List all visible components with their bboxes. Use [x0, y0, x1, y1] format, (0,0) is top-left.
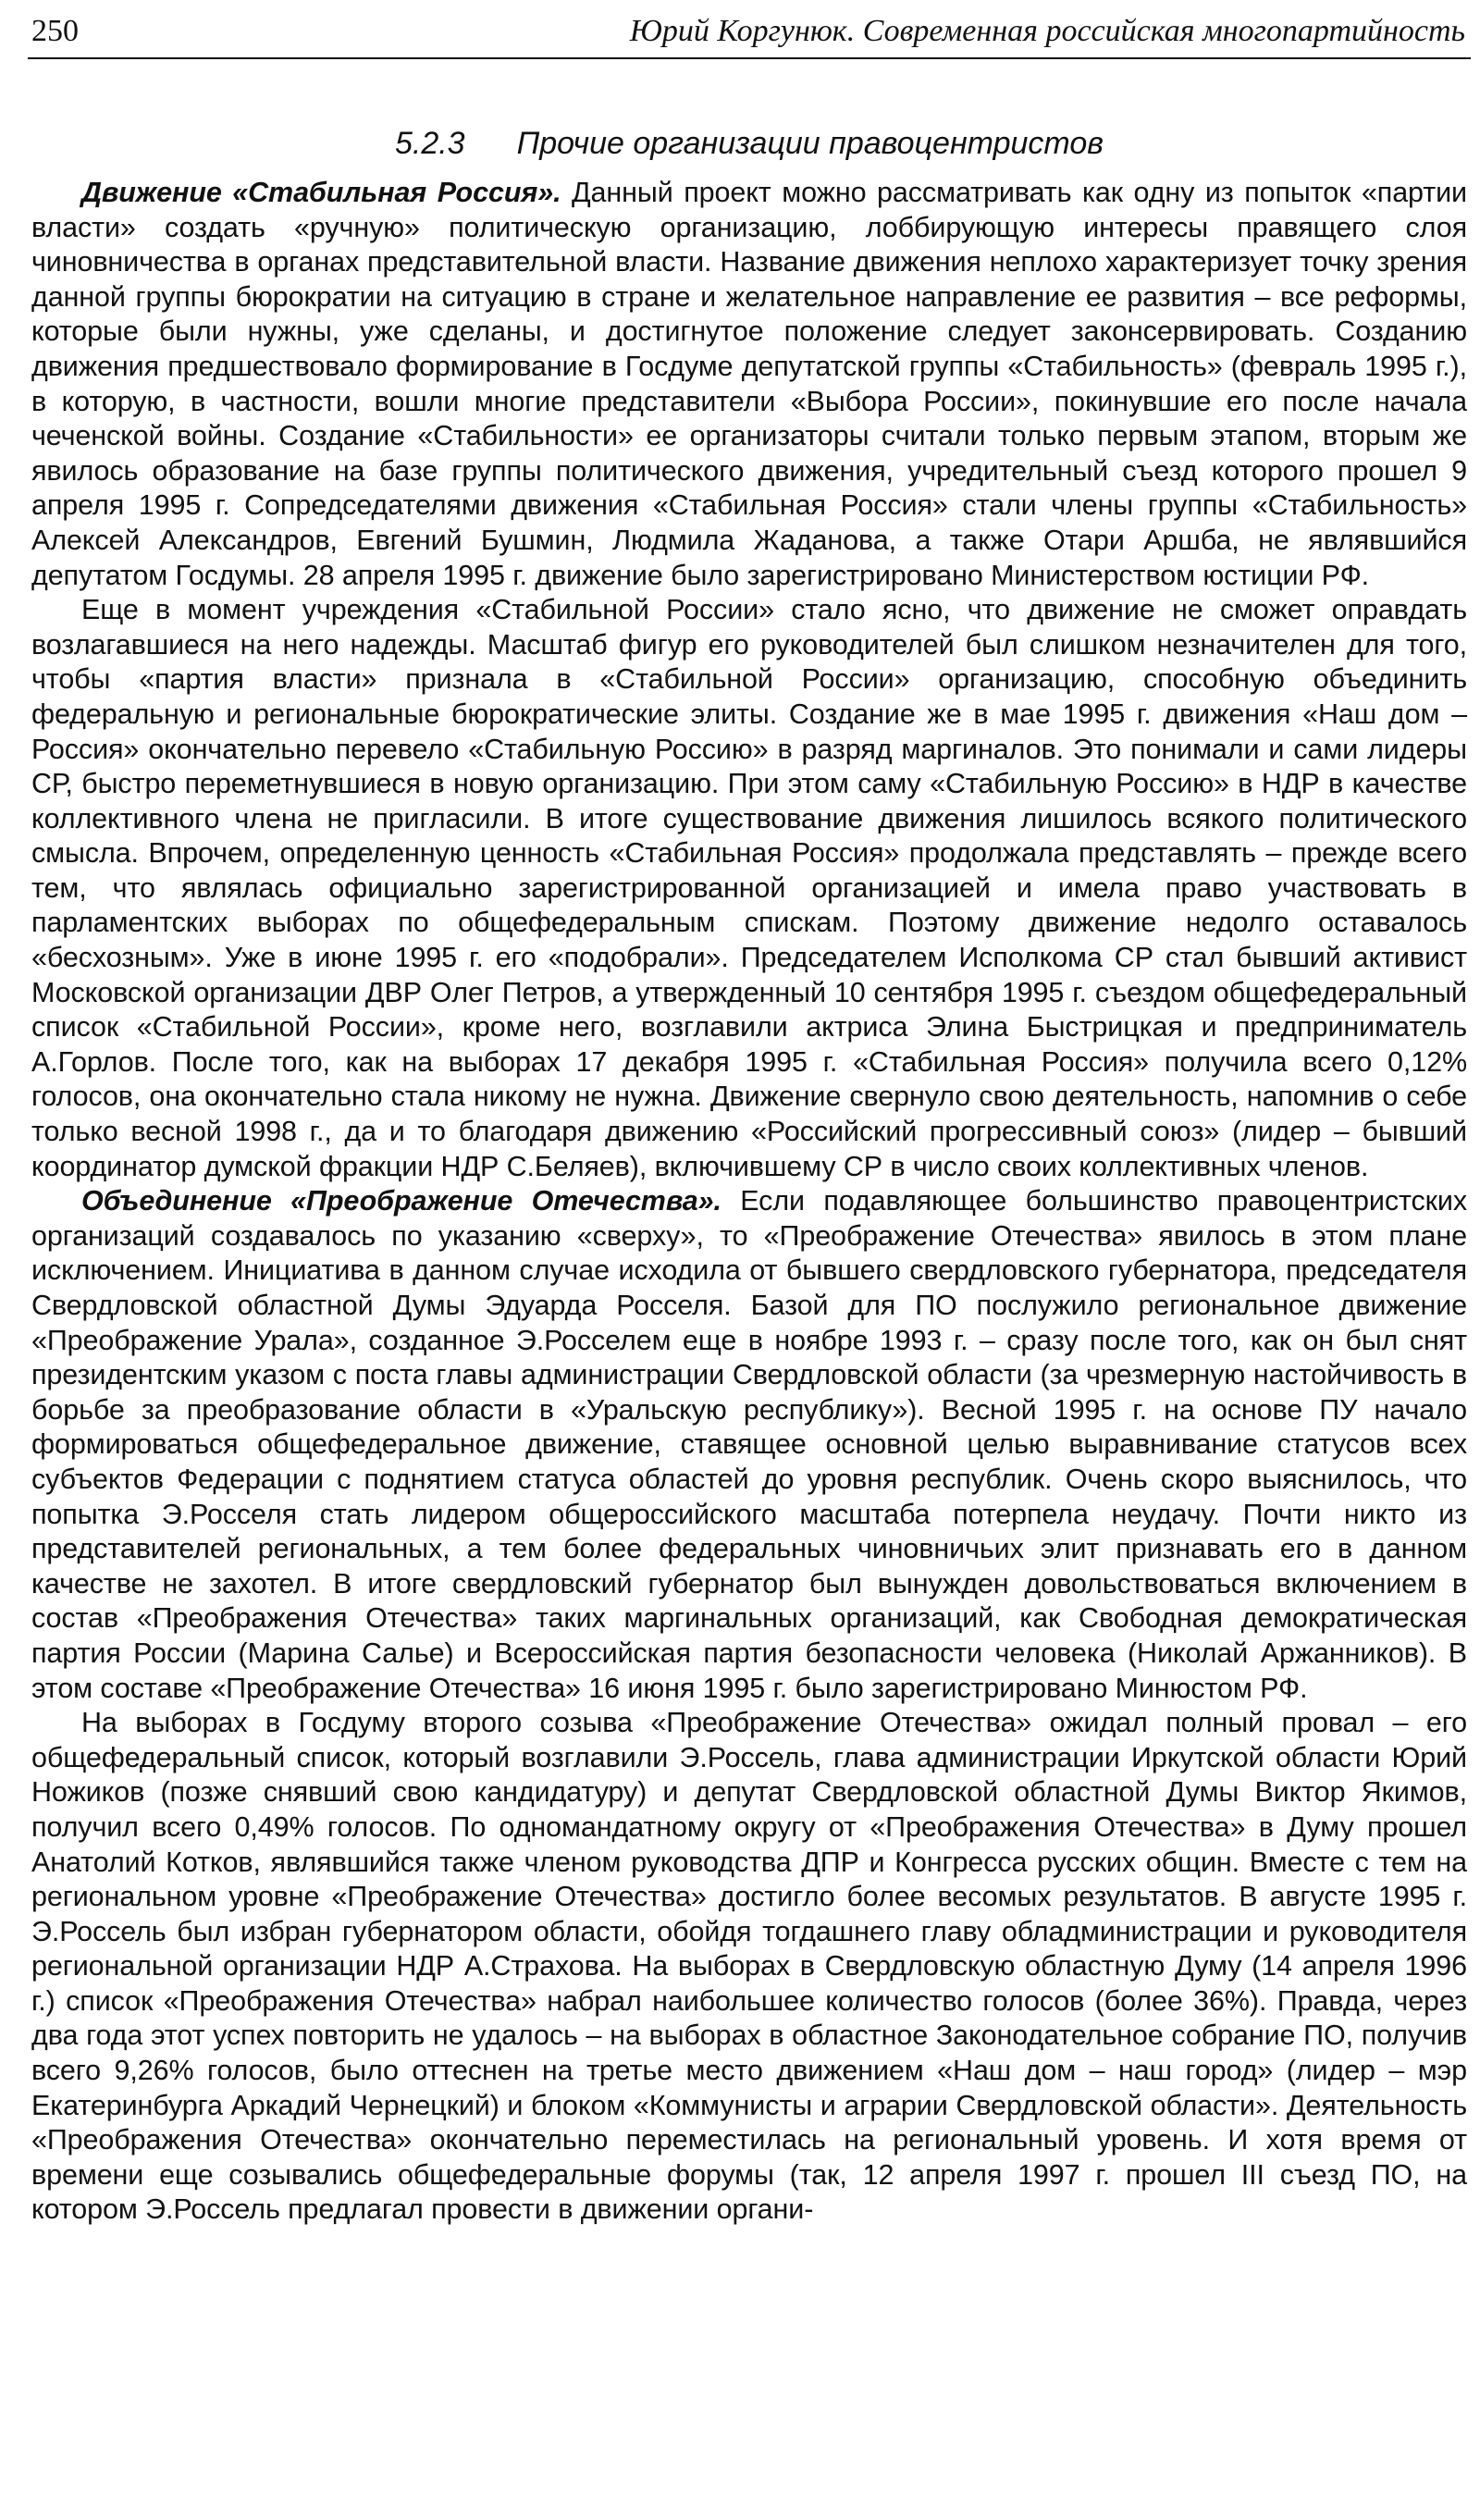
- paragraph: [31, 1184, 1467, 1706]
- running-title: Юрий Коргунюк. Современная российская многопартийность: [629, 14, 1465, 48]
- paragraph-lead: Движение «Стабильная Россия».: [81, 177, 561, 208]
- paragraph-text: На выборах в Госдуму второго созыва «Преображение Отечества» ожидал полный провал – его общефедеральный список, который возглавили Э.Россель, глава администрации Иркутской области Юрий Ножиков (позже снявший свою кандидатуру) и депутат Свердловской областной Думы Виктор Якимов, получил всего 0,49% голосов. По одномандатному округу от «Преображения Отечества» в Думу прошел Анатолий Котков, являвшийся также членом руководства ДПР и Конгресса русских общин. Вместе с тем на региональном уровне «Преображение Отечества» достигло более весомых результатов. В августе 1995 г. Э.Россель был избран губернатором области, обойдя тогдашнего главу обладминистрации и руководителя региональной организации НДР А.Страхова. На выборах в Свердловскую областную Думу (14 апреля 1996 г.) список «Преображения Отечества» набрал наибольшее количество голосов (более 36%). Правда, через два года этот успех повторить не удалось – на выборах в областное Законодательное собрание ПО, получив всего 9,26% голосов, было оттеснен на третье место движением «Наш дом – наш город» (лидер – мэр Екатеринбурга Аркадий Чернецкий) и блоком «Коммунисты и аграрии Свердловской области». Деятельность «Преображения Отечества» окончательно переместилась на региональный уровень. И хотя время от времени еще созывались общефедеральные форумы (так, 12 апреля 1997 г. прошел III съезд ПО, на котором Э.Россель предлагал провести в движении органи-: [31, 1707, 1467, 2226]
- book-page: [28, 0, 1471, 2520]
- paragraph-lead: Объединение «Преображение Отечества».: [81, 1185, 722, 1217]
- paragraph: [31, 1706, 1467, 2228]
- body-text: [31, 176, 1467, 2228]
- paragraph-text: Данный проект можно рассматривать как одну из попыток «партии власти» создать «ручную» политическую организацию, лоббирующую интересы правящего слоя чиновничества в органах представительной власти. Название движения неплохо характеризует точку зрения данной группы бюрократии на ситуацию в стране и желательное направление ее развития – все реформы, которые были нужны, уже сделаны, и достигнутое положение следует законсервировать. Созданию движения предшествовало формирование в Госдуме депутатской группы «Стабильность» (февраль 1995 г.), в которую, в частности, вошли многие представители «Выбора России», покинувшие его после начала чеченской войны. Создание «Стабильности» ее организаторы считали только первым этапом, вторым же явилось образование на базе группы политического движения, учредительный съезд которого прошел 9 апреля 1995 г. Сопредседателями движения «Стабильная Россия» стали члены группы «Стабильность» Алексей Александров, Евгений Бушмин, Людмила Жаданова, а также Отари Аршба, не являвшийся депутатом Госдумы. 28 апреля 1995 г. движение было зарегистрировано Министерством юстиции РФ.: [31, 177, 1467, 591]
- section-title: Прочие организации правоцентристов: [516, 126, 1104, 161]
- paragraph: [31, 176, 1467, 593]
- paragraph-text: Еще в момент учреждения «Стабильной России» стало ясно, что движение не сможет оправдать возлагавшиеся на него надежды. Масштаб фигур его руководителей был слишком незначителен для того, чтобы «партия власти» признала в «Стабильной России» организацию, способную объединить федеральную и региональные бюрократические элиты. Создание же в мае 1995 г. движения «Наш дом – Россия» окончательно перевело «Стабильную Россию» в разряд маргиналов. Это понимали и сами лидеры СР, быстро переметнувшиеся в новую организацию. При этом саму «Стабильную Россию» в НДР в качестве коллективного члена не пригласили. В итоге существование движения лишилось всякого политического смысла. Впрочем, определенную ценность «Стабильная Россия» продолжала представлять – прежде всего тем, что являлась официально зарегистрированной организацией и имела право участвовать в парламентских выборах по общефедеральным спискам. Поэтому движение недолго оставалось «бесхозным». Уже в июне 1995 г. его «подобрали». Председателем Исполкома СР стал бывший активист Московской организации ДВР Олег Петров, а утвержденный 10 сентября 1995 г. съездом общефедеральный список «Стабильной России», кроме него, возглавили актриса Элина Быстрицкая и предприниматель А.Горлов. После того, как на выборах 17 декабря 1995 г. «Стабильная Россия» получила всего 0,12% голосов, она окончательно стала никому не нужна. Движение свернуло свою деятельность, напомнив о себе только весной 1998 г., да и то благодаря движению «Российский прогрессивный союз» (лидер – бывший координатор думской фракции НДР С.Беляев), включившему СР в число своих коллективных членов.: [31, 594, 1467, 1182]
- paragraph-text: Если подавляющее большинство правоцентристских организаций создавалось по указанию «сверху», то «Преображение Отечества» явилось в этом плане исключением. Инициатива в данном случае исходила от бывшего свердловского губернатора, председателя Свердловской областной Думы Эдуарда Росселя. Базой для ПО послужило региональное движение «Преображение Урала», созданное Э.Росселем еще в ноябре 1993 г. – сразу после того, как он был снят президентским указом с поста главы администрации Свердловской области (за чрезмерную настойчивость в борьбе за преобразование области в «Уральскую республику»). Весной 1995 г. на основе ПУ начало формироваться общефедеральное движение, ставящее основной целью выравнивание статусов всех субъектов Федерации с поднятием статуса областей до уровня республик. Очень скоро выяснилось, что попытка Э.Росселя стать лидером общероссийского масштаба потерпела неудачу. Почти никто из представителей региональных, а тем более федеральных чиновничьих элит признавать его в данном качестве не захотел. В итоге свердловский губернатор был вынужден довольствоваться включением в состав «Преображения Отечества» таких маргинальных организаций, как Свободная демократическая партия России (Марина Салье) и Всероссийская партия безопасности человека (Николай Аржанников). В этом составе «Преображение Отечества» 16 июня 1995 г. было зарегистрировано Минюстом РФ.: [31, 1185, 1468, 1704]
- running-header: [28, 9, 1471, 59]
- section-number: 5.2.3: [394, 126, 465, 161]
- section-heading: [28, 124, 1471, 163]
- paragraph: [31, 593, 1467, 1184]
- page-number: 250: [31, 14, 79, 48]
